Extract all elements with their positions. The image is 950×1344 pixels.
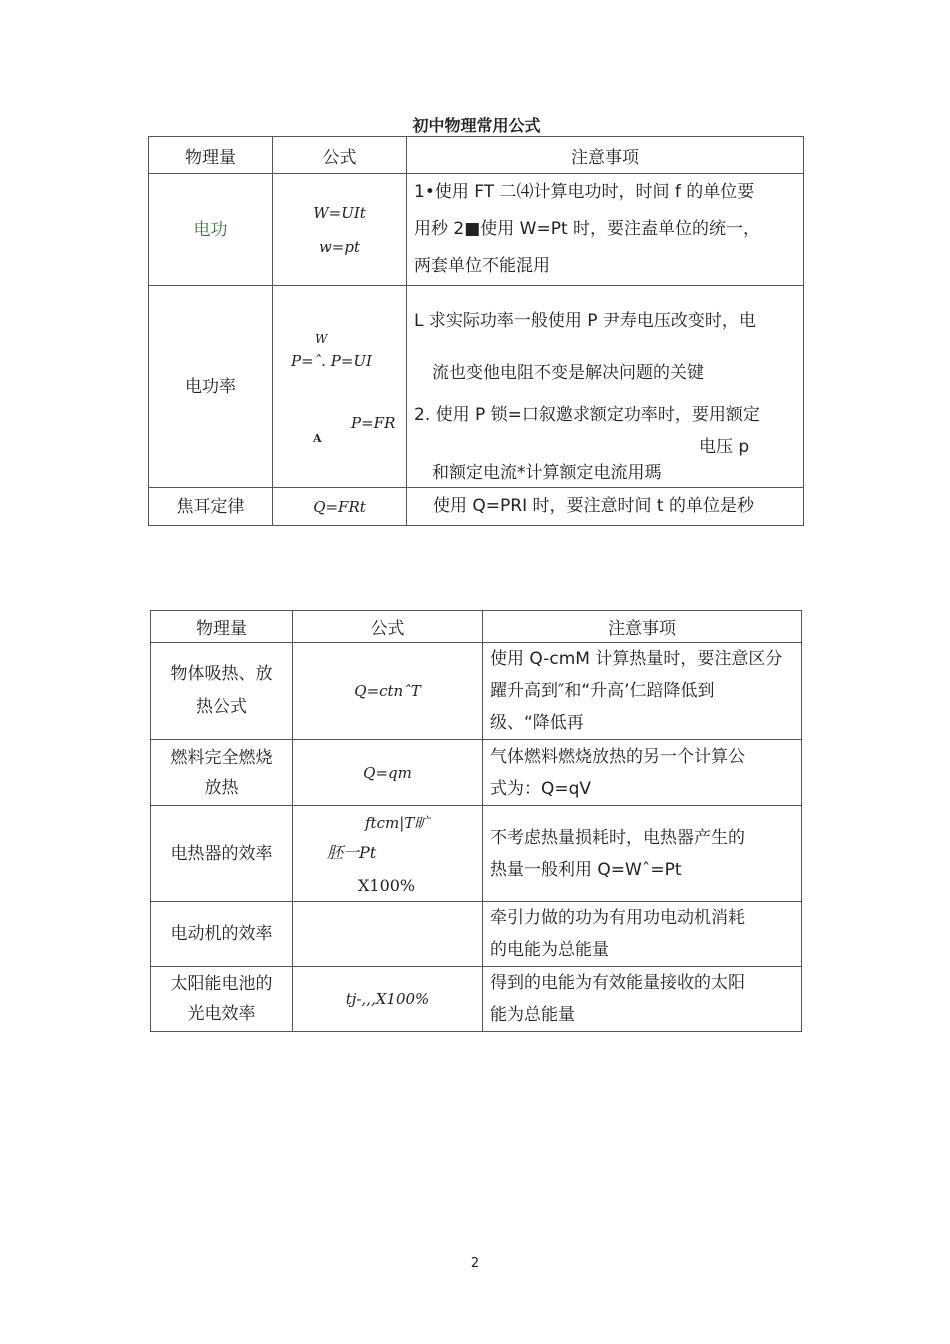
note-line: 不考虑热量损耗时，电热器产生的 xyxy=(490,827,745,848)
quantity-cell xyxy=(151,967,293,1032)
formula-line: P=FR xyxy=(351,414,396,432)
header-quantity: 物理量 xyxy=(149,137,273,174)
quantity-line: 热公式 xyxy=(196,697,247,717)
page-title: 初中物理常用公式 xyxy=(412,116,541,135)
header-quantity: 物理量 xyxy=(151,611,293,643)
notes-cell xyxy=(483,967,802,1032)
notes-cell xyxy=(483,806,802,902)
note-line: 级、“降低再 xyxy=(490,713,584,733)
quantity-cell: 电动机的效率 xyxy=(151,902,293,967)
header-formula: 公式 xyxy=(293,611,483,643)
quantity-line: 放热 xyxy=(204,777,239,798)
header-formula: 公式 xyxy=(273,137,407,174)
note-line: 流也变他电阻不变是解决问题的关键 xyxy=(432,363,704,383)
formula-line: W=UIt xyxy=(313,203,366,222)
quantity-line: 光电效率 xyxy=(187,1004,256,1024)
formula-line: 胚一Pt xyxy=(327,843,377,862)
quantity-cell: 电功 xyxy=(149,174,273,286)
formula-cell: tj-,,,X100% xyxy=(293,967,483,1032)
table-row xyxy=(149,174,804,286)
quantity-line: 物体吸热、放 xyxy=(170,664,273,684)
formula-cell: Q=FRt xyxy=(273,488,407,526)
note-line: 用秒 2■使用 W=Pt 时，要注盍单位的统一， xyxy=(414,219,761,239)
quantity-cell: 电热器的效率 xyxy=(151,806,293,902)
table-header-row xyxy=(149,137,804,174)
note-line: 式为：Q=qV xyxy=(490,778,592,799)
note-line: 气体燃料燃烧放热的另一个计算公 xyxy=(490,746,745,767)
quantity-line: 太阳能电池的 xyxy=(170,974,273,994)
table-row xyxy=(149,488,804,526)
table-row xyxy=(149,286,804,488)
table-row xyxy=(151,902,802,967)
quantity-cell xyxy=(151,740,293,806)
notes-cell xyxy=(483,643,802,740)
formula-fraction-numerator: W xyxy=(315,332,328,346)
formula-cell xyxy=(293,806,483,902)
note-line: 的电能为总能量 xyxy=(490,940,609,960)
formula-table-heat xyxy=(150,610,802,1032)
note-line: 能为总能量 xyxy=(490,1005,575,1025)
table-row xyxy=(151,643,802,740)
formula-cell xyxy=(273,174,407,286)
header-notes: 注意事项 xyxy=(407,137,804,174)
notes-cell: 使用 Q=PRI 时，要注意时间 t 的单位是秒 xyxy=(407,488,804,526)
note-line: 得到的电能为有效能量接收的太阳 xyxy=(490,973,745,993)
formula-line: X100% xyxy=(358,876,416,895)
note-line: 热量一般利用 Q=Wˆ=Pt xyxy=(490,859,682,880)
note-line: 2. 使用 P 锁=口叙邀求额定功率时，要用额定 xyxy=(414,405,760,425)
page-number: 2 xyxy=(470,1256,480,1271)
formula-cell: Q=qm xyxy=(293,740,483,806)
quantity-line: 燃料完全燃烧 xyxy=(170,747,273,768)
note-line: 两套单位不能混用 xyxy=(414,256,550,276)
note-line: 躍升高到″和“升高’仁踣降低到 xyxy=(490,681,715,701)
note-line: L 求实际功率一般使用 P 尹寿电压改变时，电 xyxy=(414,311,756,331)
table-row xyxy=(151,967,802,1032)
quantity-cell: 焦耳定律 xyxy=(149,488,273,526)
formula-fraction-denominator: A xyxy=(313,432,322,445)
formula-cell-empty xyxy=(293,902,483,967)
formula-cell: Q=ctnˆT xyxy=(293,643,483,740)
formula-line: w=pt xyxy=(318,237,361,256)
note-line: 电压 p xyxy=(699,437,750,457)
notes-cell xyxy=(483,740,802,806)
formula-cell xyxy=(273,286,407,488)
notes-cell xyxy=(407,174,804,286)
table-header-row xyxy=(151,611,802,643)
note-line: 牵引力做的功为有用功电动机消耗 xyxy=(490,908,745,928)
quantity-cell: 电功率 xyxy=(149,286,273,488)
table-row xyxy=(151,806,802,902)
formula-line: ftcm|T旷 xyxy=(365,814,430,832)
formula-table-electric xyxy=(148,136,804,526)
notes-cell xyxy=(483,902,802,967)
note-line: 1•使用 FT 二⑷计算电功时，时间 f 的单位要 xyxy=(414,182,755,202)
quantity-cell xyxy=(151,643,293,740)
table-row xyxy=(151,740,802,806)
note-line: 和额定电流*计算额定电流用瑪 xyxy=(432,463,662,483)
header-notes: 注意事项 xyxy=(483,611,802,643)
notes-cell xyxy=(407,286,804,488)
note-line: 使用 Q-cmM 计算热量时，要注意区分 xyxy=(490,649,783,669)
formula-line: P=ˆ. P=UI xyxy=(291,352,372,370)
